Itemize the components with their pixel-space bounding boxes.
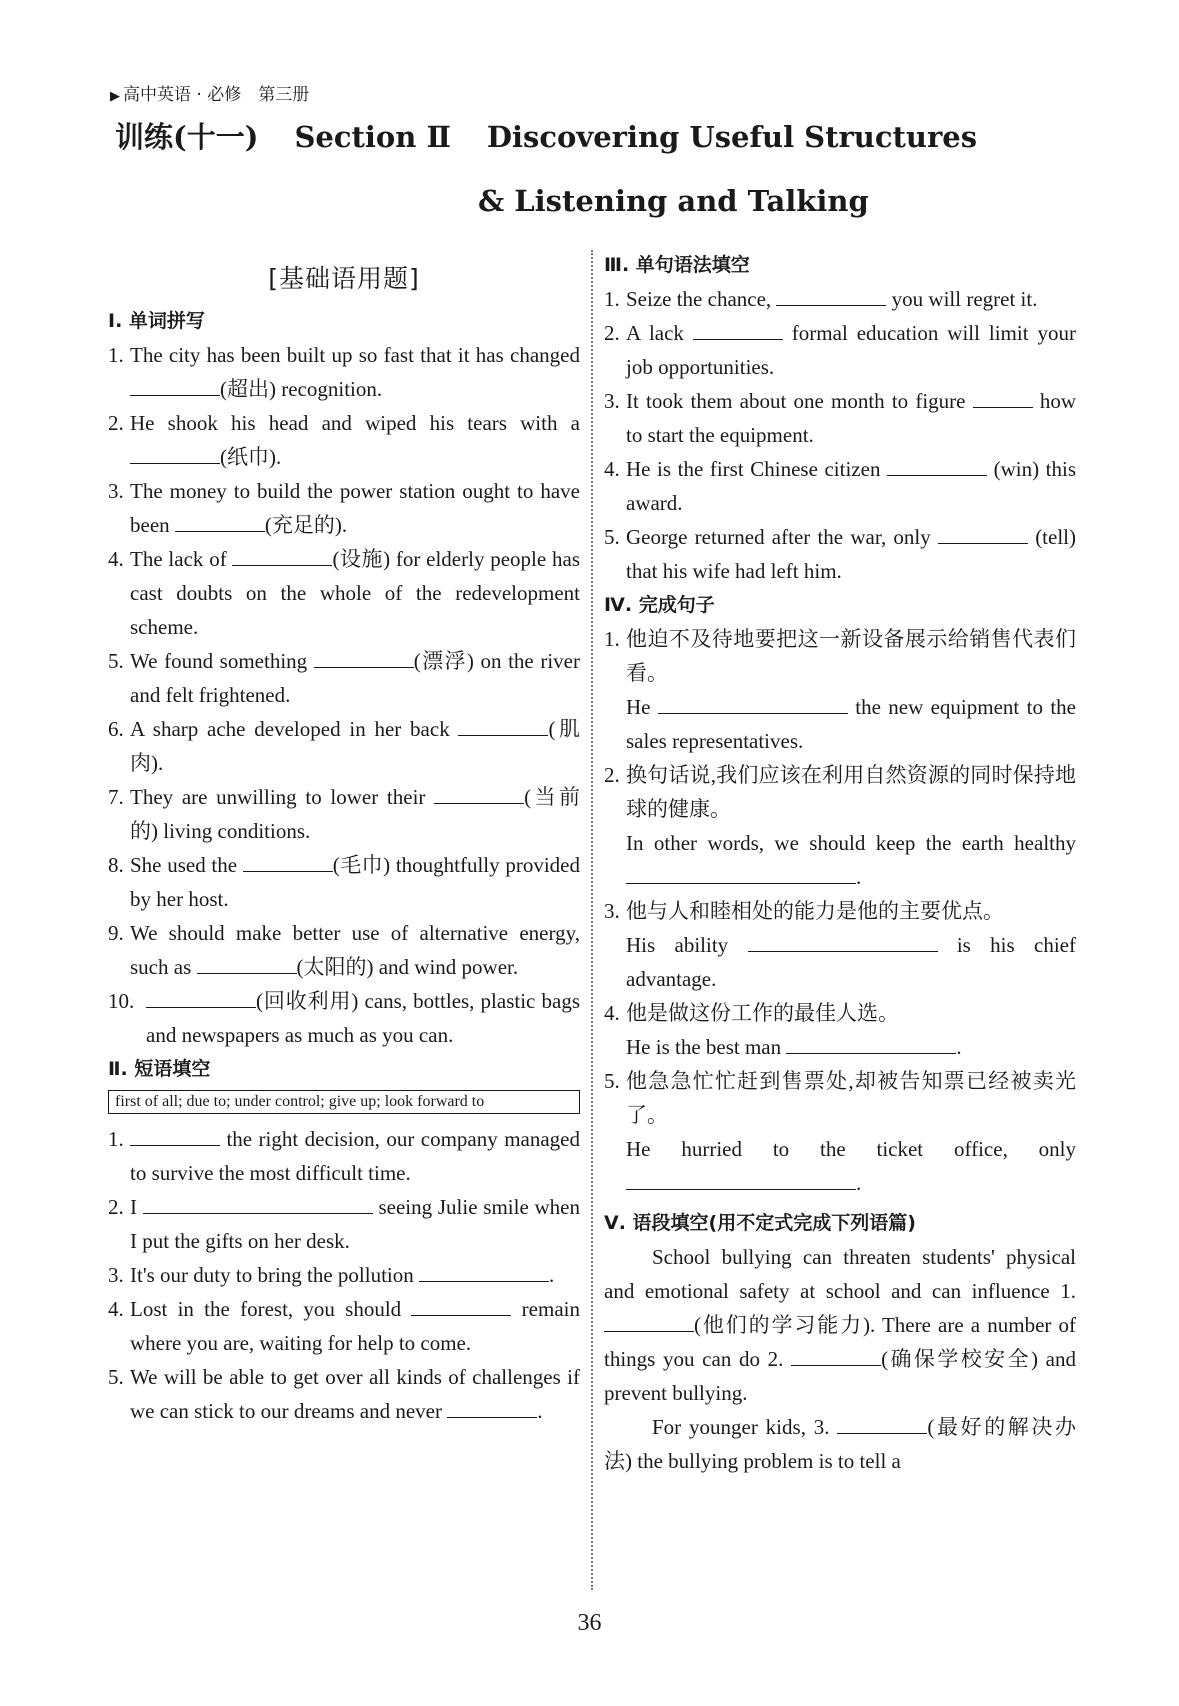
list-item: 4. The lack of (设施) for elderly people has cast doubts on the whole of the redevelopment scheme. [108, 542, 580, 644]
list-item: 3. It took them about one month to figure how to start the equipment. [604, 384, 1076, 452]
answer-blank[interactable] [776, 284, 886, 306]
answer-blank[interactable] [693, 318, 783, 340]
list-item: 1. The city has been built up so fast that it has changed (超出) recognition. [108, 343, 580, 401]
answer-blank[interactable] [130, 374, 220, 396]
page-number: 36 [577, 1610, 602, 1636]
list-item: 2. 换句话说,我们应该在利用自然资源的同时保持地球的健康。 In other words, we should keep the earth healthy . [604, 763, 1076, 889]
passage-paragraph: For younger kids, 3. (最好的解决办法) the bullying problem is to tell a [604, 1410, 1076, 1478]
answer-blank[interactable] [243, 850, 333, 872]
answer-blank[interactable] [146, 986, 256, 1008]
section-heading-passage: Ⅴ. 语段填空(用不定式完成下列语篇) [604, 1212, 916, 1234]
list-item: 1. 他迫不及待地要把这一新设备展示给销售代表们看。 He the new equipment to the sales representatives. [604, 627, 1076, 753]
section-heading-spelling: Ⅰ. 单词拼写 [108, 310, 205, 332]
list-item: 3. The money to build the power station ought to have been (充足的). [108, 479, 580, 537]
left-column [108, 258, 580, 1428]
list-item: 5. George returned after the war, only (tell) that his wife had left him. [604, 520, 1076, 588]
list-item: 5. 他急急忙忙赶到售票处,却被告知票已经被卖光了。 He hurried to the ticket office, only . [604, 1069, 1076, 1195]
column-divider [591, 250, 593, 1590]
section-heading-grammar: Ⅲ. 单句语法填空 [604, 254, 750, 276]
book-tag: ▶ 高中英语 · 必修 第三册 [110, 85, 310, 105]
answer-blank[interactable] [791, 1344, 881, 1366]
answer-blank[interactable] [130, 1124, 220, 1146]
answer-blank[interactable] [447, 1396, 537, 1418]
list-item: 10. (回收利用) cans, bottles, plastic bags and newspapers as much as you can. [108, 984, 580, 1052]
list-item: 2. He shook his head and wiped his tears with a (纸巾). [108, 411, 580, 469]
list-item: 1. the right decision, our company managed to survive the most difficult time. [108, 1122, 580, 1190]
answer-blank[interactable] [887, 454, 987, 476]
page-subtitle: & Listening and Talking [478, 184, 869, 218]
answer-blank[interactable] [626, 1168, 856, 1190]
right-column [604, 248, 1076, 1478]
answer-blank[interactable] [658, 692, 848, 714]
list-item: 2. I seeing Julie smile when I put the gifts on her desk. [108, 1190, 580, 1258]
answer-blank[interactable] [175, 510, 265, 532]
answer-blank[interactable] [419, 1260, 549, 1282]
answer-blank[interactable] [626, 862, 856, 884]
answer-blank[interactable] [973, 386, 1033, 408]
list-item: 4. 他是做这份工作的最佳人选。 He is the best man . [604, 1001, 962, 1059]
answer-blank[interactable] [938, 522, 1028, 544]
answer-blank[interactable] [130, 442, 220, 464]
section-heading-sentences: Ⅳ. 完成句子 [604, 594, 715, 616]
triangle-right-icon: ▶ [110, 89, 120, 104]
answer-blank[interactable] [314, 646, 414, 668]
answer-blank[interactable] [232, 544, 332, 566]
list-item: 2. A lack formal education will limit your job opportunities. [604, 316, 1076, 384]
passage-paragraph: School bullying can threaten students' physical and emotional safety at school and can influence 1. (他们的学习能力). There are a number of things you can do 2. (确保学校安全) and prevent bullying. [604, 1245, 1077, 1405]
section-heading-phrases: Ⅱ. 短语填空 [108, 1058, 211, 1080]
list-item: 8. She used the (毛巾) thoughtfully provided by her host. [108, 848, 580, 916]
section-group-title: [基础语用题] [268, 264, 420, 293]
list-item: 4. Lost in the forest, you should remain where you are, waiting for help to come. [108, 1292, 580, 1360]
answer-blank[interactable] [786, 1032, 956, 1054]
list-item: 4. He is the first Chinese citizen (win) this award. [604, 452, 1076, 520]
list-item: 3. It's our duty to bring the pollution . [108, 1258, 580, 1292]
answer-blank[interactable] [434, 782, 524, 804]
answer-blank[interactable] [143, 1192, 373, 1214]
list-item: 5. We will be able to get over all kinds of challenges if we can stick to our dreams and never . [108, 1365, 580, 1423]
answer-blank[interactable] [197, 952, 297, 974]
list-item: 9. We should make better use of alternative energy, such as (太阳的) and wind power. [108, 921, 580, 979]
list-item: 1. Seize the chance, you will regret it. [604, 282, 1076, 316]
answer-blank[interactable] [604, 1310, 694, 1332]
list-item: 7. They are unwilling to lower their (当前的) living conditions. [108, 780, 580, 848]
answer-blank[interactable] [411, 1294, 511, 1316]
answer-blank[interactable] [748, 930, 938, 952]
answer-blank[interactable] [837, 1412, 927, 1434]
page-title: 训练(十一) Section Ⅱ Discovering Useful Structures [115, 120, 978, 154]
list-item: 6. A sharp ache developed in her back (肌肉). [108, 712, 580, 780]
answer-blank[interactable] [458, 714, 548, 736]
list-item: 3. 他与人和睦相处的能力是他的主要优点。 His ability is his chief advantage. [604, 899, 1076, 991]
phrase-bank-box: first of all; due to; under control; give up; look forward to [108, 1090, 580, 1114]
list-item: 5. We found something (漂浮) on the river and felt frightened. [108, 644, 580, 712]
